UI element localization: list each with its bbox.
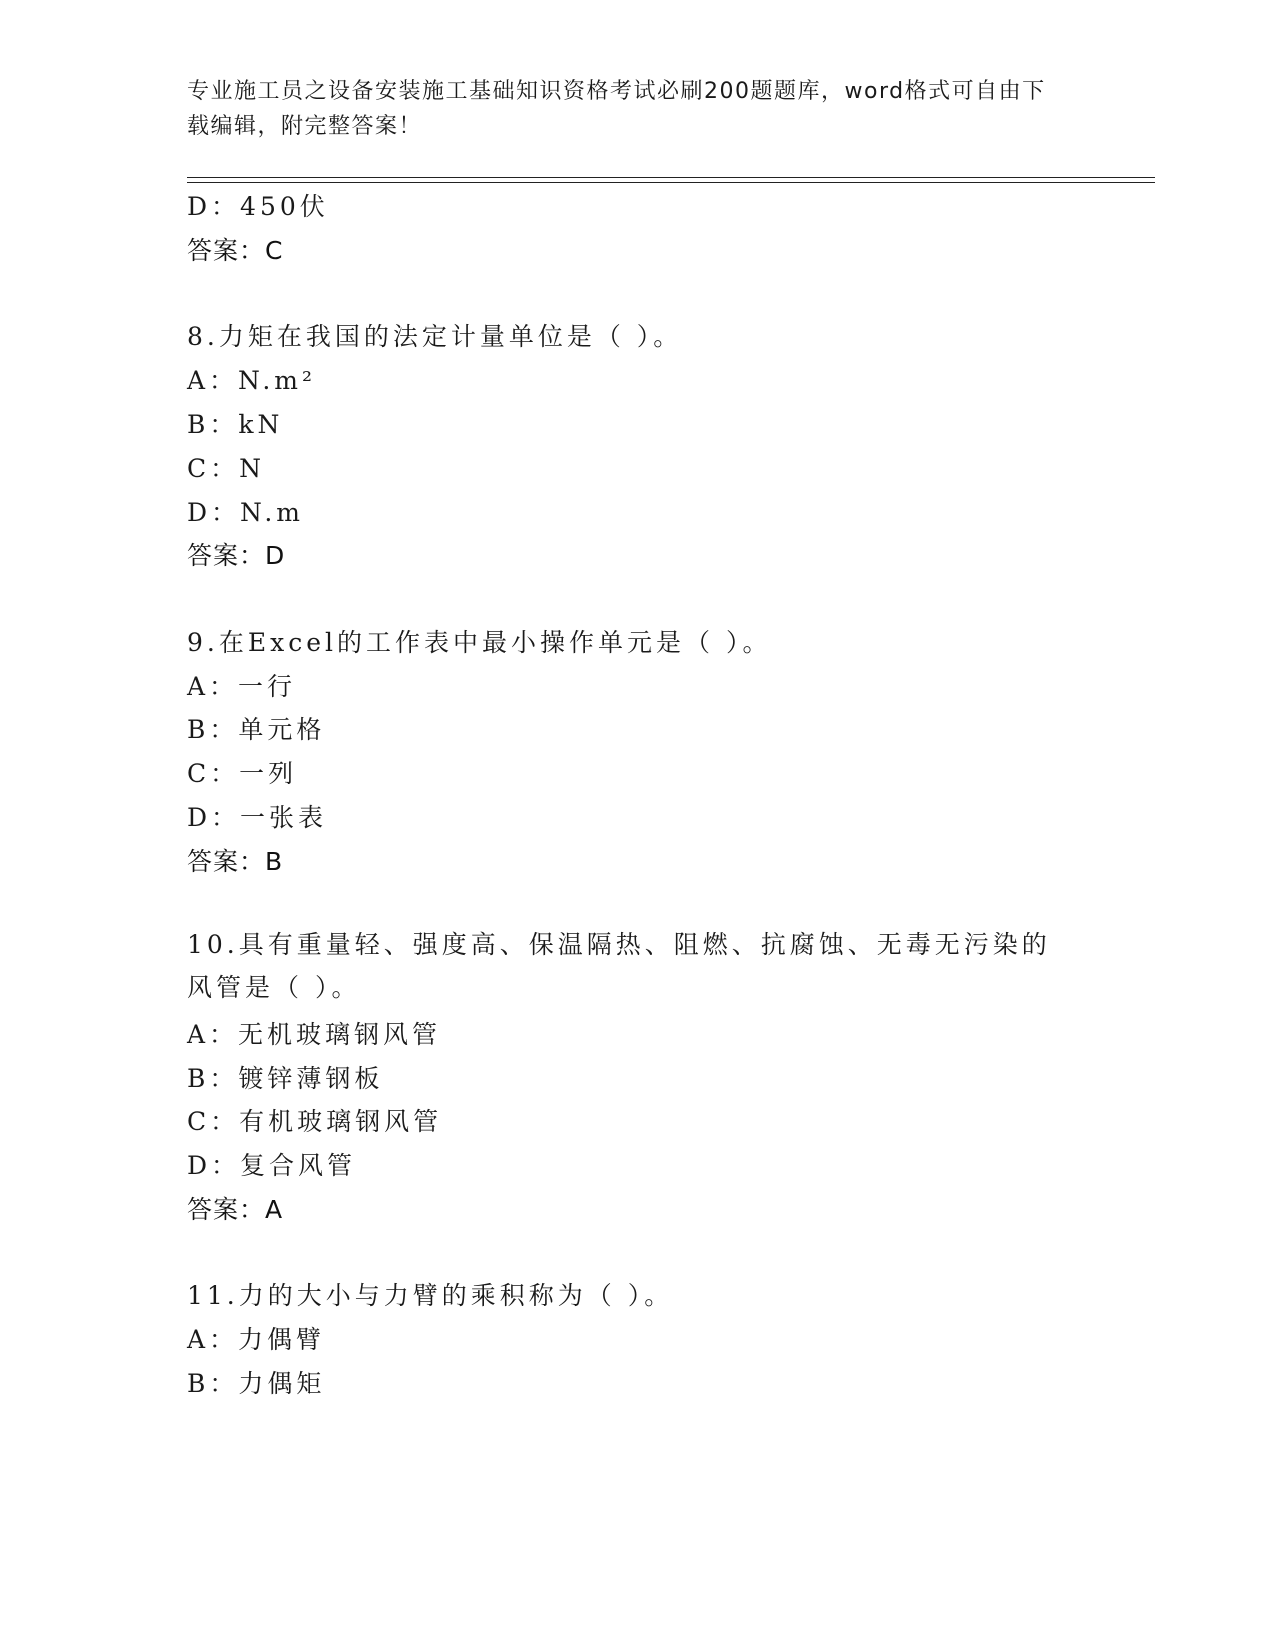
prev-option-d: D：450伏 xyxy=(187,192,329,221)
header-divider-top xyxy=(187,177,1155,178)
q10-option-d: D：复合风管 xyxy=(187,1151,357,1180)
q8-option-c: C：N xyxy=(187,454,266,483)
q10-option-a: A：无机玻璃钢风管 xyxy=(187,1020,442,1049)
q11-stem: 11.力的大小与力臂的乘积称为（ ）。 xyxy=(187,1281,674,1310)
q8-option-b: B：kN xyxy=(187,410,284,439)
q10-stem: 10.具有重量轻、强度高、保温隔热、阻燃、抗腐蚀、无毒无污染的风管是（ ）。 xyxy=(187,930,1051,1002)
prev-answer: 答案：C xyxy=(187,236,284,265)
q11-option-a: A：力偶臂 xyxy=(187,1325,326,1354)
q11-option-b: B：力偶矩 xyxy=(187,1369,326,1398)
q8-answer: 答案：D xyxy=(187,541,286,570)
header-divider-bottom xyxy=(187,182,1155,183)
q10-option-c: C：有机玻璃钢风管 xyxy=(187,1107,443,1136)
q9-stem: 9.在Excel的工作表中最小操作单元是（ ）。 xyxy=(187,628,772,657)
q10-answer: 答案：A xyxy=(187,1195,284,1224)
q10-option-b: B：镀锌薄钢板 xyxy=(187,1064,384,1093)
q8-option-d: D：N.m xyxy=(187,498,304,527)
q8-option-a: A：N.m² xyxy=(187,366,317,395)
q9-option-c: C：一列 xyxy=(187,759,298,788)
q9-option-b: B：单元格 xyxy=(187,715,326,744)
q9-option-d: D：一张表 xyxy=(187,803,328,832)
q9-option-a: A：一行 xyxy=(187,672,297,701)
document-header: 专业施工员之设备安装施工基础知识资格考试必刷200题题库，word格式可自由下载编辑，附完整答案！ xyxy=(187,79,1046,139)
q9-answer: 答案：B xyxy=(187,847,284,876)
q8-stem: 8.力矩在我国的法定计量单位是（ ）。 xyxy=(187,322,683,351)
